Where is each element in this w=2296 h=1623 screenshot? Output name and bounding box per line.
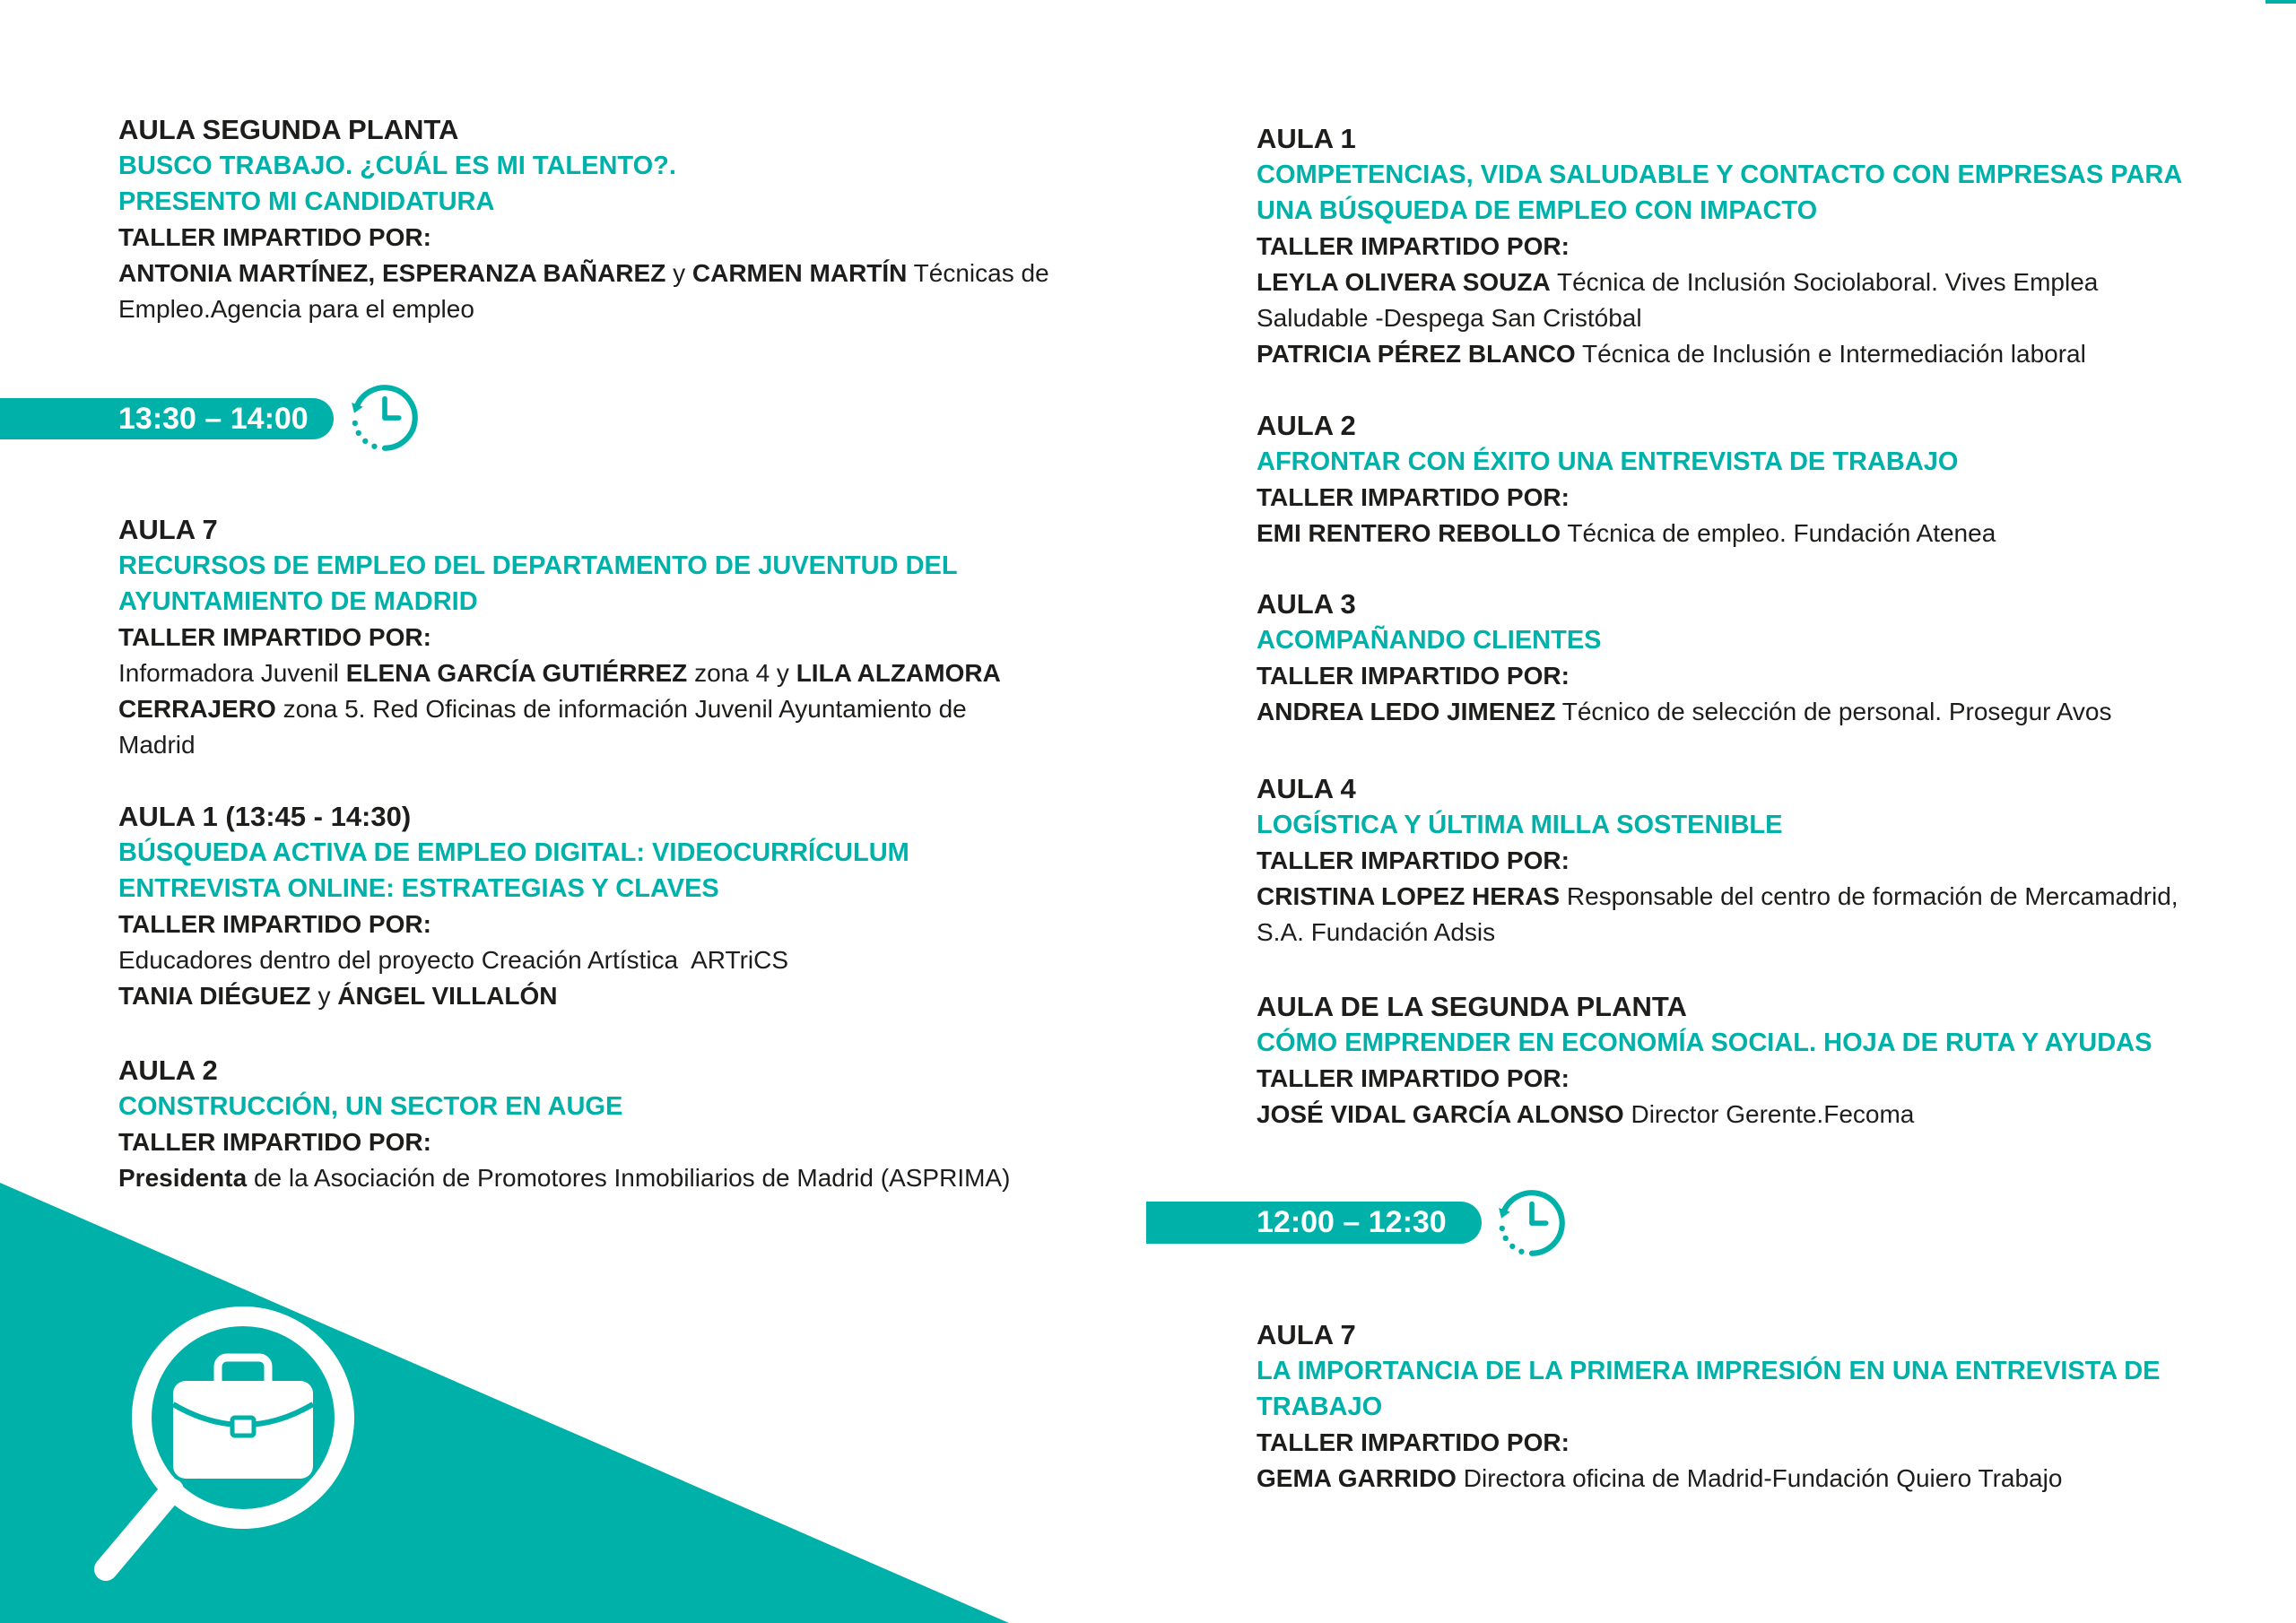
speaker-text: Responsable del centro de formación de Mercamadrid, xyxy=(1560,882,2179,910)
briefcase-clasp xyxy=(232,1418,254,1436)
workshop-title-line: AYUNTAMIENTO DE MADRID xyxy=(118,587,478,616)
taller-label: TALLER IMPARTIDO POR: xyxy=(1257,662,1570,690)
taller-label: TALLER IMPARTIDO POR: xyxy=(118,223,431,251)
workshop-title-line: COMPETENCIAS, VIDA SALUDABLE Y CONTACTO CON EMPRESAS PARA xyxy=(1257,161,2183,189)
session-aula-segunda-planta-right xyxy=(1257,989,2152,1133)
session-aula-segunda-planta xyxy=(118,112,1049,327)
speaker-line xyxy=(1257,915,2179,950)
speaker-line xyxy=(1257,516,1996,551)
clock-dot xyxy=(362,438,368,444)
speaker-line xyxy=(1257,694,2111,730)
speaker-name: LILA ALZAMORA xyxy=(796,659,1001,687)
speaker-text: Directora oficina de Madrid-Fundación Quiero Trabajo xyxy=(1456,1464,2063,1492)
clock-dot xyxy=(1503,1236,1509,1241)
taller-label: TALLER IMPARTIDO POR: xyxy=(1257,846,1570,874)
session-aula-4-right xyxy=(1257,771,2179,950)
room-heading: AULA DE LA SEGUNDA PLANTA xyxy=(1257,991,1687,1022)
speaker-name: ANTONIA MARTÍNEZ, ESPERANZA BAÑAREZ xyxy=(118,259,666,287)
room-heading: AULA 2 xyxy=(1257,410,1356,441)
room-heading: AULA SEGUNDA PLANTA xyxy=(118,114,459,145)
speaker-line xyxy=(118,1160,1010,1196)
session-aula-1-left xyxy=(118,799,909,1014)
workshop-title-line: LA IMPORTANCIA DE LA PRIMERA IMPRESIÓN EN UNA ENTREVISTA DE xyxy=(1257,1357,2161,1385)
speaker-text: Saludable -Despega San Cristóbal xyxy=(1257,304,1642,332)
speaker-text: Director Gerente.Fecoma xyxy=(1623,1100,1915,1128)
speaker-name: CRISTINA LOPEZ HERAS xyxy=(1257,882,1561,910)
speaker-name: PATRICIA PÉREZ BLANCO xyxy=(1257,340,1576,368)
taller-label: TALLER IMPARTIDO POR: xyxy=(1257,483,1570,511)
speaker-name: LEYLA OLIVERA SOUZA xyxy=(1257,268,1551,296)
speaker-line xyxy=(1257,879,2179,915)
speaker-line xyxy=(1257,1461,2161,1497)
speaker-name: JOSÉ VIDAL GARCÍA ALONSO xyxy=(1257,1100,1624,1128)
clock-dot xyxy=(356,430,361,436)
session-aula-7-right xyxy=(1257,1317,2161,1497)
workshop-title-line: TRABAJO xyxy=(1257,1393,1383,1421)
session-aula-3-right xyxy=(1257,586,2111,730)
taller-label: TALLER IMPARTIDO POR: xyxy=(1257,1064,1570,1092)
session-aula-2-left xyxy=(118,1053,1010,1196)
taller-label: TALLER IMPARTIDO POR: xyxy=(118,910,431,938)
room-heading: AULA 7 xyxy=(1257,1319,1356,1350)
speaker-text: Empleo.Agencia para el empleo xyxy=(118,295,474,323)
speaker-text: zona 4 y xyxy=(687,659,796,687)
taller-label: TALLER IMPARTIDO POR: xyxy=(118,1128,431,1156)
time-slot-label: 13:30 – 14:00 xyxy=(118,402,309,436)
clock-icon xyxy=(1492,1183,1572,1263)
room-heading: AULA 4 xyxy=(1257,773,1356,804)
room-heading: AULA 1 xyxy=(1257,123,1356,154)
session-aula-2-right xyxy=(1257,408,1996,551)
clock-icon xyxy=(344,378,425,458)
workshop-title-line: LOGÍSTICA Y ÚLTIMA MILLA SOSTENIBLE xyxy=(1257,811,1783,839)
time-slot-label: 12:00 – 12:30 xyxy=(1257,1205,1447,1239)
workshop-title-line: CONSTRUCCIÓN, UN SECTOR EN AUGE xyxy=(118,1092,623,1121)
taller-label: TALLER IMPARTIDO POR: xyxy=(118,623,431,651)
clock-dot xyxy=(1509,1244,1515,1249)
workshop-title-line: ENTREVISTA ONLINE: ESTRATEGIAS Y CLAVES xyxy=(118,874,719,903)
speaker-line xyxy=(118,727,1001,763)
workshop-title-line: ACOMPAÑANDO CLIENTES xyxy=(1257,626,1602,655)
speaker-name: CERRAJERO xyxy=(118,695,276,723)
speaker-text: Informadora Juvenil xyxy=(118,659,346,687)
session-aula-7-left xyxy=(118,512,1001,763)
speaker-name: ELENA GARCÍA GUTIÉRREZ xyxy=(345,659,688,687)
speaker-name: EMI RENTERO REBOLLO xyxy=(1257,519,1561,547)
speaker-text: de la Asociación de Promotores Inmobiliarios de Madrid (ASPRIMA) xyxy=(247,1164,1011,1192)
workshop-title-line: BÚSQUEDA ACTIVA DE EMPLEO DIGITAL: VIDEOCURRÍCULUM xyxy=(118,838,909,867)
speaker-text: Técnica de Inclusión Sociolaboral. Vives Emplea xyxy=(1550,268,2099,296)
taller-label: TALLER IMPARTIDO POR: xyxy=(1257,232,1570,260)
workshop-title-line: BUSCO TRABAJO. ¿CUÁL ES MI TALENTO?. xyxy=(118,152,676,180)
workshop-title-line: AFRONTAR CON ÉXITO UNA ENTREVISTA DE TRABAJO xyxy=(1257,447,1959,476)
speaker-name: ÁNGEL VILLALÓN xyxy=(337,982,558,1010)
speaker-name: ANDREA LEDO JIMENEZ xyxy=(1257,698,1556,725)
speaker-line xyxy=(118,978,909,1014)
speaker-line xyxy=(118,655,1001,691)
speaker-text: Educadores dentro del proyecto Creación Artística ARTriCS xyxy=(118,946,789,974)
speaker-text: Técnica de empleo. Fundación Atenea xyxy=(1561,519,1996,547)
session-aula-1-right xyxy=(1257,121,2182,372)
speaker-text: Técnico de selección de personal. Prosegur Avos xyxy=(1555,698,2112,725)
speaker-name: Presidenta xyxy=(118,1164,248,1192)
workshop-title-line: RECURSOS DE EMPLEO DEL DEPARTAMENTO DE JUVENTUD DEL xyxy=(118,551,958,580)
speaker-line xyxy=(1257,336,2182,372)
speaker-line xyxy=(1257,1097,2152,1133)
speaker-line xyxy=(118,691,1001,727)
speaker-text: y xyxy=(310,982,338,1010)
speaker-name: CARMEN MARTÍN xyxy=(691,259,908,287)
speaker-text: Madrid xyxy=(118,731,196,759)
speaker-line xyxy=(1257,300,2182,336)
room-heading: AULA 2 xyxy=(118,1055,218,1086)
speaker-name: TANIA DIÉGUEZ xyxy=(118,982,311,1010)
speaker-line xyxy=(118,291,1049,327)
clock-dot xyxy=(371,444,377,449)
taller-label: TALLER IMPARTIDO POR: xyxy=(1257,1428,1570,1456)
speaker-line xyxy=(118,256,1049,291)
speaker-name: GEMA GARRIDO xyxy=(1257,1464,1457,1492)
workshop-title-line: PRESENTO MI CANDIDATURA xyxy=(118,187,495,216)
room-heading: AULA 3 xyxy=(1257,588,1356,620)
workshop-title-line: UNA BÚSQUEDA DE EMPLEO CON IMPACTO xyxy=(1257,196,1818,225)
time-slot-bar xyxy=(0,398,334,439)
speaker-text: Técnica de Inclusión e Intermediación laboral xyxy=(1575,340,2086,368)
clock-dot xyxy=(1500,1226,1505,1231)
room-heading: AULA 1 (13:45 - 14:30) xyxy=(118,801,412,832)
speaker-text: S.A. Fundación Adsis xyxy=(1257,918,1496,946)
workshop-title-line: CÓMO EMPRENDER EN ECONOMÍA SOCIAL. HOJA DE RUTA Y AYUDAS xyxy=(1257,1028,2152,1057)
time-slot-bar xyxy=(1146,1202,1482,1244)
corner-accent xyxy=(2266,0,2296,4)
room-heading: AULA 7 xyxy=(118,514,218,545)
clock-dot xyxy=(1518,1249,1524,1254)
speaker-line xyxy=(1257,265,2182,300)
speaker-text: y xyxy=(665,259,692,287)
speaker-text: zona 5. Red Oficinas de información Juvenil Ayuntamiento de xyxy=(275,695,967,723)
speaker-text: Técnicas de xyxy=(907,259,1049,287)
clock-dot xyxy=(352,421,358,426)
speaker-line xyxy=(118,942,909,978)
